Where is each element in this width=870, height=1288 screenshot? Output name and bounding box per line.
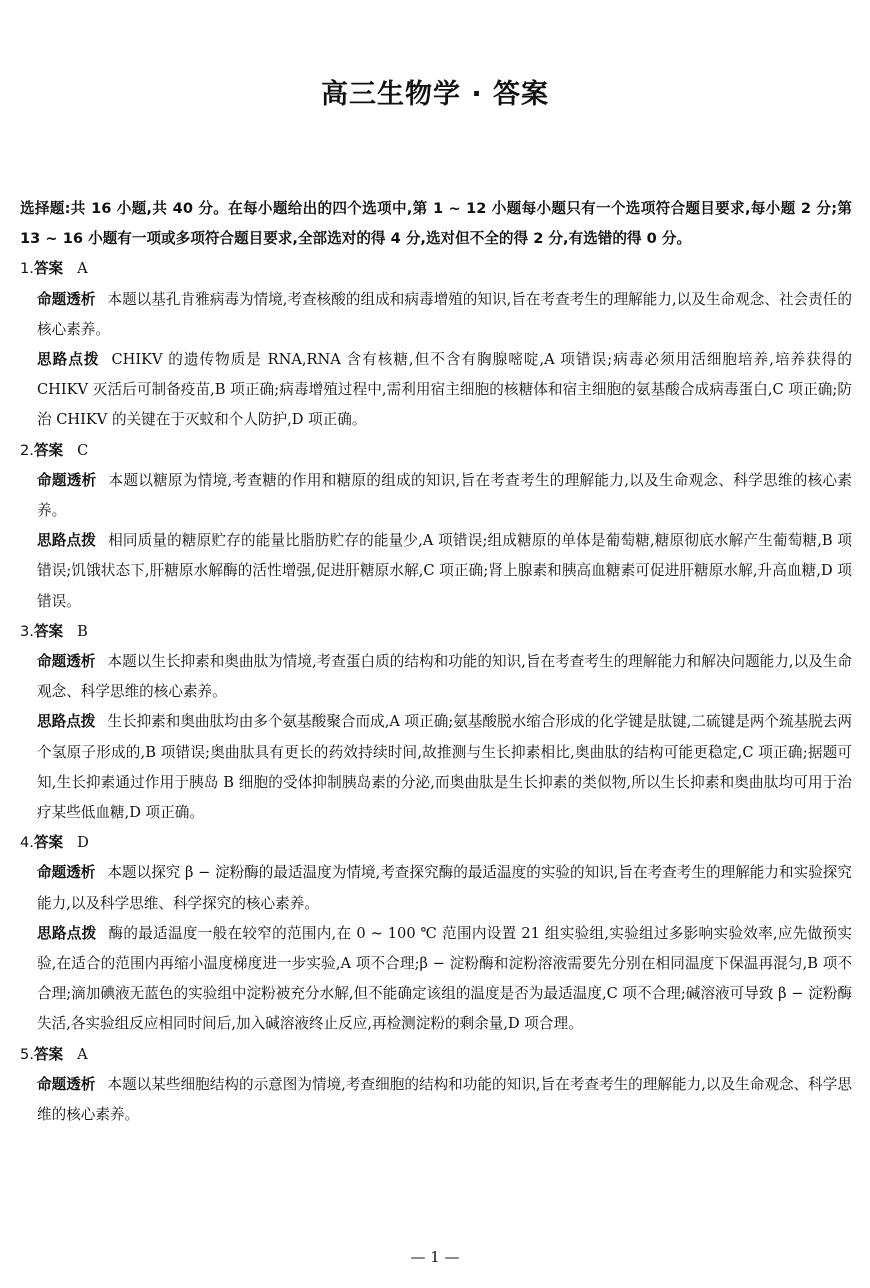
question-header xyxy=(20,617,852,647)
question-block xyxy=(20,828,852,1039)
question-number: 3. xyxy=(20,622,34,640)
analysis-paragraph xyxy=(20,1070,852,1130)
hint-text: 生长抑素和奥曲肽均由多个氨基酸聚合而成,A 项正确;氨基酸脱水缩合形成的化学键是肽键,二硫键是两个巯基脱去两个氢原子形成的,B 项错误;奥曲肽具有更长的药效持续时间,故推测与生长抑素相比,奥曲肽的结构可能更稳定,C 项正确;据题可知,生长抑素通过作用于胰岛 B 细胞的受体抑制胰岛素的分泌,而奥曲肽是生长抑素的类似物,所以生长抑素和奥曲肽均可用于治疗某些低血糖,D 项正确。 xyxy=(37,713,852,822)
answer-letter: C xyxy=(77,441,89,459)
question-number: 2. xyxy=(20,441,34,459)
question-number: 1. xyxy=(20,260,34,278)
question-header xyxy=(20,436,852,466)
question-block xyxy=(20,617,852,828)
hint-label: 思路点拨 xyxy=(37,713,96,731)
answer-label: 答案 xyxy=(33,441,64,459)
analysis-label: 命题透析 xyxy=(37,864,96,882)
analysis-paragraph xyxy=(20,647,852,707)
analysis-paragraph xyxy=(20,466,852,526)
analysis-label: 命题透析 xyxy=(37,653,96,671)
hint-paragraph xyxy=(20,707,852,828)
analysis-label: 命题透析 xyxy=(37,471,97,489)
answer-label: 答案 xyxy=(33,260,64,278)
question-block xyxy=(20,436,852,617)
answer-letter: A xyxy=(77,260,88,278)
question-number: 5. xyxy=(20,1045,34,1063)
analysis-label: 命题透析 xyxy=(37,1075,96,1093)
analysis-paragraph xyxy=(20,285,852,345)
hint-label: 思路点拨 xyxy=(37,351,100,369)
question-header xyxy=(20,254,852,284)
answer-letter: A xyxy=(77,1045,88,1063)
hint-text: 相同质量的糖原贮存的能量比脂肪贮存的能量少,A 项错误;组成糖原的单体是葡萄糖,糖原彻底水解产生葡萄糖,B 项错误;饥饿状态下,肝糖原水解酶的活性增强,促进肝糖原水解,C 项正确;肾上腺素和胰高血糖素可促进肝糖原水解,升高血糖,D 项错误。 xyxy=(37,532,852,610)
answer-label: 答案 xyxy=(33,1045,64,1063)
hint-paragraph xyxy=(20,526,852,617)
question-header xyxy=(20,1040,852,1070)
question-block xyxy=(20,1040,852,1131)
hint-paragraph xyxy=(20,345,852,436)
answer-label: 答案 xyxy=(33,622,64,640)
question-number: 4. xyxy=(20,834,34,852)
analysis-paragraph xyxy=(20,858,852,918)
question-block xyxy=(20,254,852,435)
analysis-text: 本题以某些细胞结构的示意图为情境,考查细胞的结构和功能的知识,旨在考查考生的理解能力,以及生命观念、科学思维的核心素养。 xyxy=(37,1075,852,1124)
page-title: 高三生物学 · 答案 xyxy=(320,79,550,110)
page-number: — 1 — xyxy=(410,1248,460,1266)
analysis-label: 命题透析 xyxy=(37,290,96,308)
answer-letter: B xyxy=(77,622,88,640)
hint-label: 思路点拨 xyxy=(37,924,97,942)
analysis-text: 本题以探究 β − 淀粉酶的最适温度为情境,考查探究酶的最适温度的实验的知识,旨在考查考生的理解能力和实验探究能力,以及科学思维、科学探究的核心素养。 xyxy=(37,864,852,912)
answer-letter: D xyxy=(77,834,89,852)
answer-label: 答案 xyxy=(33,834,64,852)
answer-content xyxy=(20,194,852,1130)
analysis-text: 本题以生长抑素和奥曲肽为情境,考查蛋白质的结构和功能的知识,旨在考查考生的理解能力和解决问题能力,以及生命观念、科学思维的核心素养。 xyxy=(37,653,852,701)
hint-text: 酶的最适温度一般在较窄的范围内,在 0 ~ 100 ℃ 范围内设置 21 组实验组,实验组过多影响实验效率,应先做预实验,在适合的范围内再缩小温度梯度进一步实验,A 项不合理;β − 淀粉酶和淀粉溶液需要先分别在相同温度下保温再混匀,B 项不合理;滴加碘液无蓝色的实验组中淀粉被充分水解,但不能确定该组的温度是否为最适温度,C 项不合理;碱溶液可导致 β − 淀粉酶失活,各实验组反应相同时间后,加入碱溶液终止反应,再检测淀粉的剩余量,D 项合理。 xyxy=(37,924,852,1033)
hint-label: 思路点拨 xyxy=(37,532,97,550)
hint-paragraph xyxy=(20,919,852,1040)
hint-text: CHIKV 的遗传物质是 RNA,RNA 含有核糖,但不含有胸腺嘧啶,A 项错误;病毒必须用活细胞培养,培养获得的 CHIKV 灭活后可制备疫苗,B 项正确;病毒增殖过程中,需利用宿主细胞的核糖体和宿主细胞的氨基酸合成病毒蛋白,C 项正确;防治 CHIKV 的关键在于灭蚊和个人防护,D 项正确。 xyxy=(37,351,852,429)
intro-text: 选择题:共 16 小题,共 40 分。在每小题给出的四个选项中,第 1 ~ 12 小题每小题只有一个选项符合题目要求,每小题 2 分;第 13 ~ 16 小题有一项或多项符合题目要求,全部选对的得 4 分,选对但不全的得 2 分,有选错的得 0 分。 xyxy=(20,200,852,248)
section-intro xyxy=(20,194,852,254)
question-header xyxy=(20,828,852,858)
analysis-text: 本题以基孔肯雅病毒为情境,考查核酸的组成和病毒增殖的知识,旨在考查考生的理解能力,以及生命观念、社会责任的核心素养。 xyxy=(37,290,852,338)
analysis-text: 本题以糖原为情境,考查糖的作用和糖原的组成的知识,旨在考查考生的理解能力,以及生命观念、科学思维的核心素养。 xyxy=(37,471,852,520)
